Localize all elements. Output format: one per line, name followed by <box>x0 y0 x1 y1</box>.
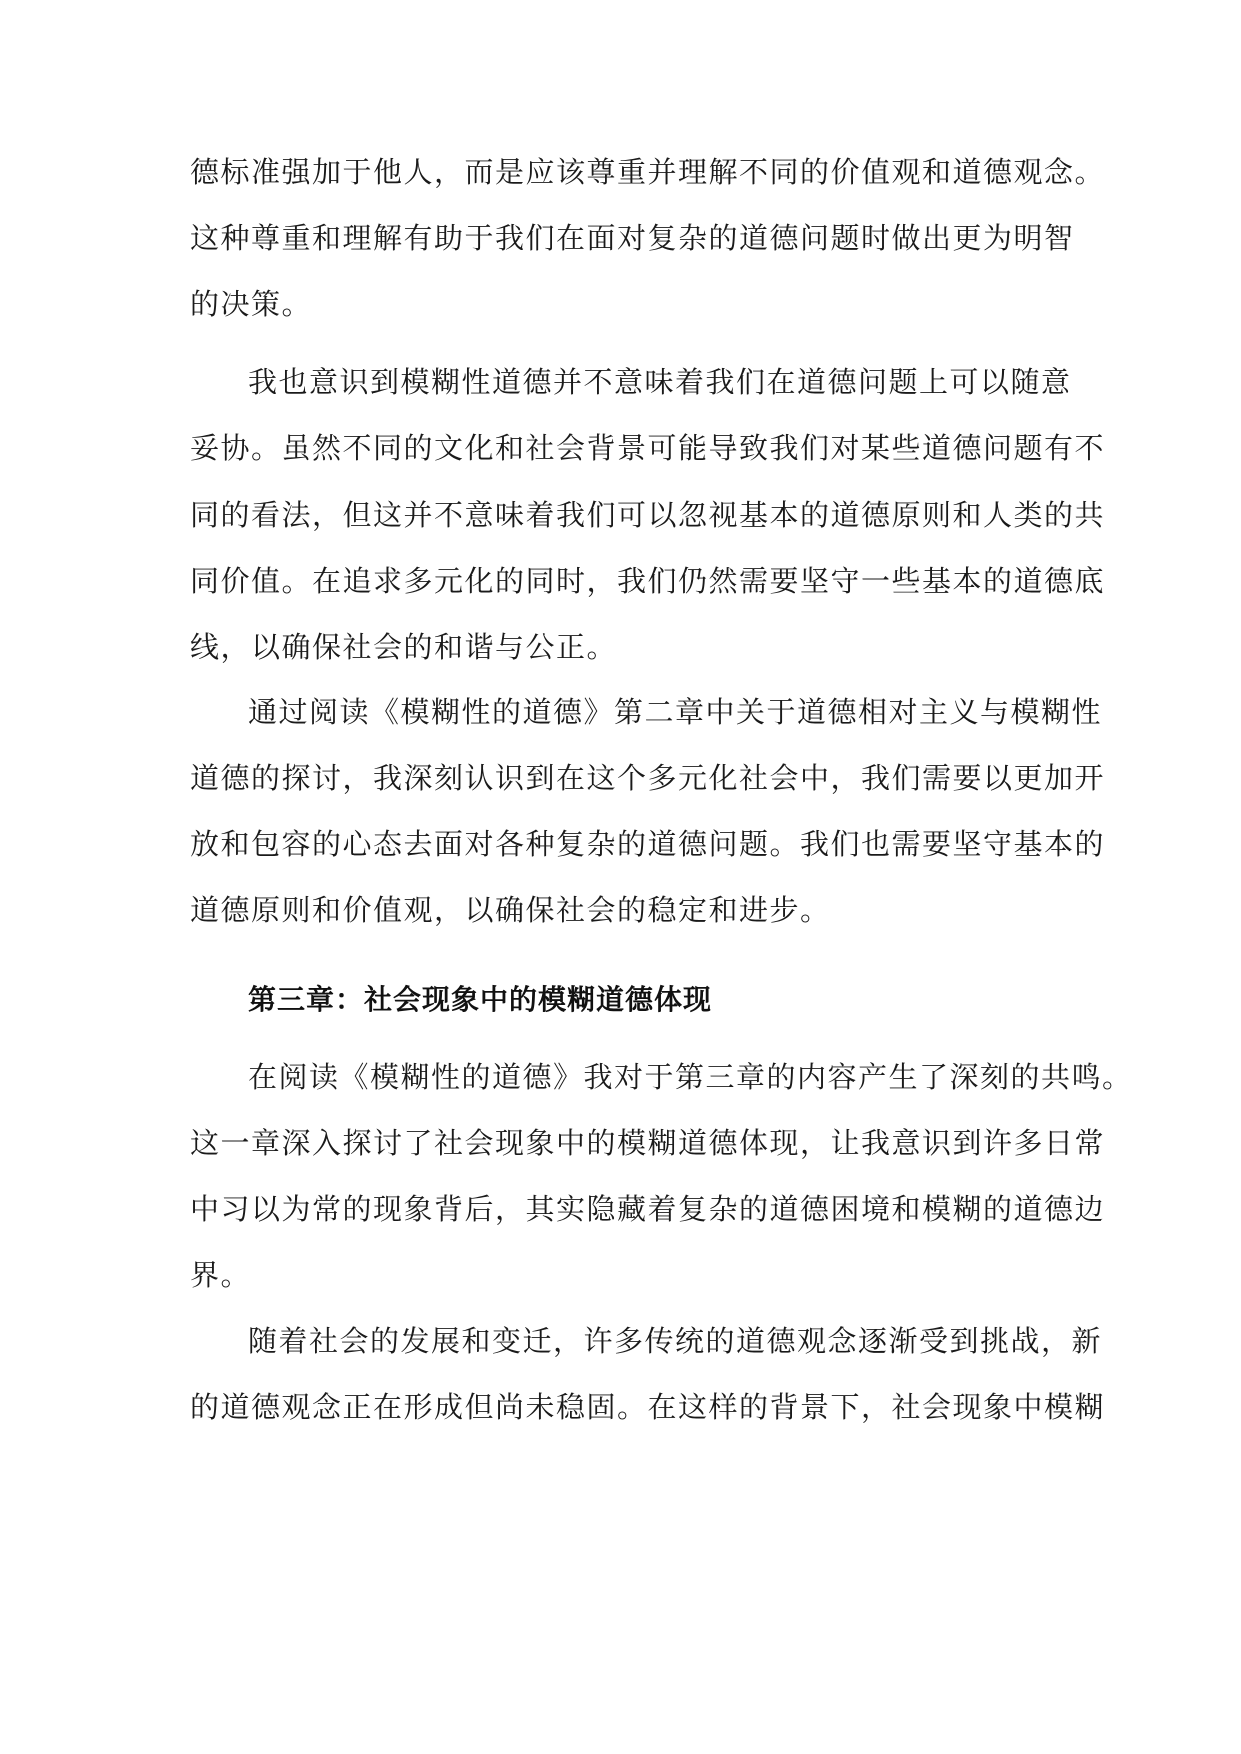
chapter-heading: 第三章：社会现象中的模糊道德体现 <box>248 983 713 1016</box>
paragraph-line: 同价值。在追求多元化的同时，我们仍然需要坚守一些基本的道德底 <box>190 564 1106 598</box>
paragraph-line: 的决策。 <box>190 287 313 321</box>
paragraph-line: 这种尊重和理解有助于我们在面对复杂的道德问题时做出更为明智 <box>190 221 1075 255</box>
paragraph-line: 我也意识到模糊性道德并不意味着我们在道德问题上可以随意 <box>248 365 1072 399</box>
paragraph-line: 妥协。虽然不同的文化和社会背景可能导致我们对某些道德问题有不 <box>190 431 1106 465</box>
paragraph-line: 这一章深入探讨了社会现象中的模糊道德体现，让我意识到许多日常 <box>190 1126 1106 1160</box>
paragraph-line: 在阅读《模糊性的道德》我对于第三章的内容产生了深刻的共鸣。 <box>248 1060 1133 1094</box>
paragraph-line: 线，以确保社会的和谐与公正。 <box>190 630 618 664</box>
paragraph-line: 的道德观念正在形成但尚未稳固。在这样的背景下，社会现象中模糊 <box>190 1390 1106 1424</box>
paragraph-line: 通过阅读《模糊性的道德》第二章中关于道德相对主义与模糊性 <box>248 695 1103 729</box>
paragraph-line: 放和包容的心态去面对各种复杂的道德问题。我们也需要坚守基本的 <box>190 827 1106 861</box>
paragraph-line: 道德原则和价值观，以确保社会的稳定和进步。 <box>190 893 831 927</box>
paragraph-line: 德标准强加于他人，而是应该尊重并理解不同的价值观和道德观念。 <box>190 155 1106 189</box>
paragraph-line: 同的看法，但这并不意味着我们可以忽视基本的道德原则和人类的共 <box>190 498 1106 532</box>
paragraph-line: 道德的探讨，我深刻认识到在这个多元化社会中，我们需要以更加开 <box>190 761 1106 795</box>
paragraph-line: 界。 <box>190 1258 252 1292</box>
paragraph-line: 随着社会的发展和变迁，许多传统的道德观念逐渐受到挑战，新 <box>248 1324 1103 1358</box>
paragraph-line: 中习以为常的现象背后，其实隐藏着复杂的道德困境和模糊的道德边 <box>190 1192 1106 1226</box>
